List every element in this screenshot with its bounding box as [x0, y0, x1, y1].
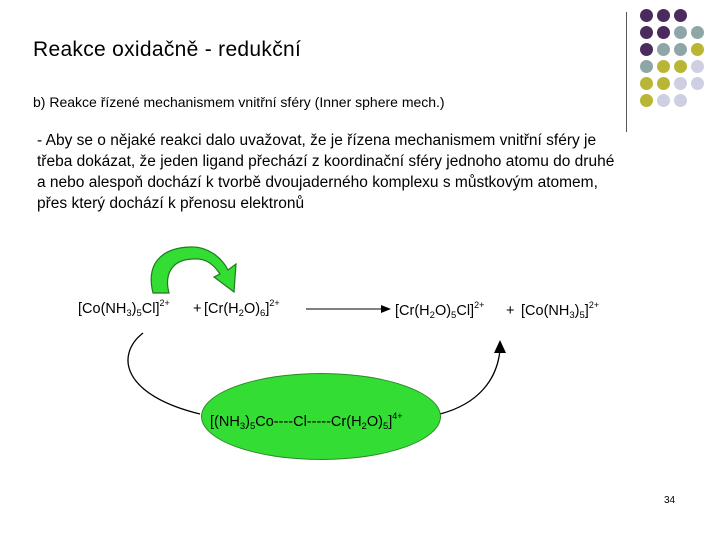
product-chromium-complex: $[Cr(H_2O)_5Cl]^{2+}$: [395, 300, 485, 321]
intermediate-arc-arrowhead: [494, 340, 506, 353]
body-paragraph: - Aby se o nějaké reakci dalo uvažovat, že je řízena mechanismem vnitřní sféry je třeba dokázat, že jeden ligand přechází z koordinační sféry jednoho atomu do druhé a nebo alespoň dochází k tvorbě dvoujaderného komplexu s můstkovým atomem, přes který dochází k přenosu elektronů: [37, 132, 615, 212]
plus-sign: +: [506, 303, 515, 319]
reactant-cobalt-complex: $[Co(NH_3)_5Cl]^{2+}$: [78, 298, 170, 319]
ligand-transfer-arrow: [151, 247, 236, 293]
slide-title: Reakce oxidačně - redukční: [33, 38, 302, 61]
bridged-intermediate-formula: $[(NH_3)_5Co----Cl-----Cr(H_2O)_5]^{4+}$: [210, 411, 403, 432]
reactant-chromium-complex: $[Cr(H_2O)_6]^{2+}$: [204, 298, 280, 319]
reaction-arrowhead: [381, 305, 391, 313]
intermediate-arc-right: [440, 350, 500, 414]
product-cobalt-complex: $[Co(NH_3)_5]^{2+}$: [521, 300, 600, 321]
page-number: 34: [664, 495, 676, 506]
plus-sign: +: [193, 301, 202, 317]
slide-subtitle: b) Reakce řízené mechanismem vnitřní sféry (Inner sphere mech.): [33, 94, 445, 110]
intermediate-arc-left: [128, 333, 200, 414]
